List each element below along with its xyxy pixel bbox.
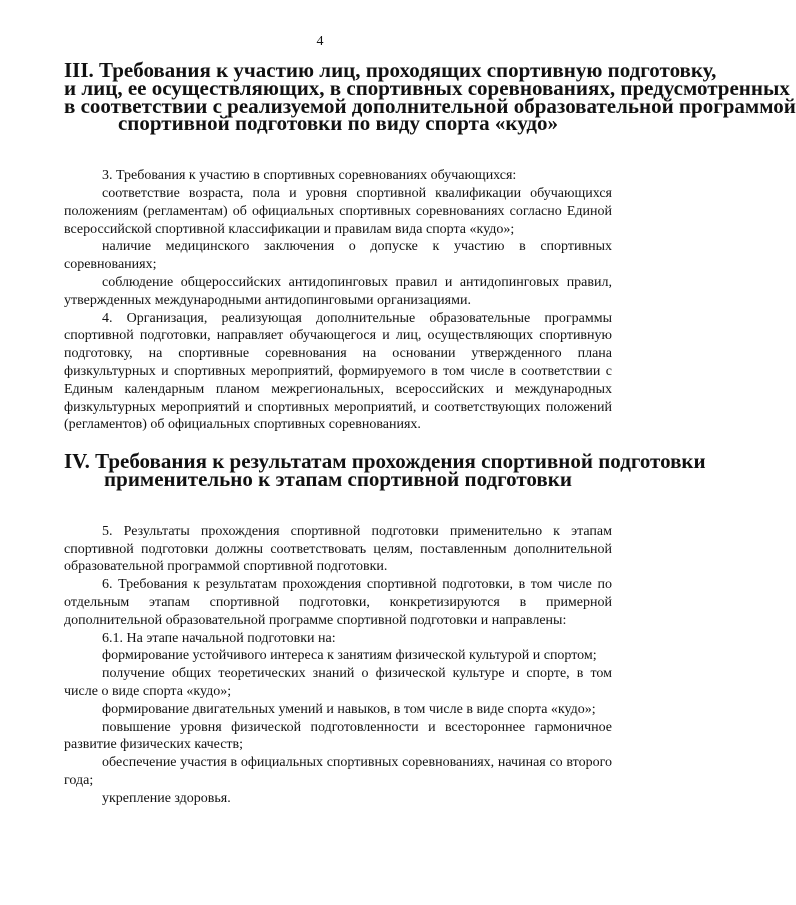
paragraph-6-1: 6.1. На этапе начальной подготовки на: (102, 630, 336, 646)
list-item-anti-doping: соблюдение общероссийских антидопинговых правил и антидопинговых правил, утвержденных международными антидопинговыми организациями. (64, 274, 612, 308)
section-4-heading-line: применительно к этапам спортивной подготовки (104, 466, 572, 491)
document-body (64, 58, 796, 807)
page-number: 4 (316, 34, 324, 49)
section-3-heading-line: в соответствии с реализуемой дополнительной образовательной программой (64, 93, 796, 118)
section-3-heading-line: III. Требования к участию лиц, проходящих спортивную подготовку, (64, 58, 717, 82)
section-3-heading-line: спортивной подготовки по виду спорта «кудо» (117, 111, 559, 136)
list-item-competition-participation: обеспечение участия в официальных спортивных соревнованиях, начиная со второго года; (64, 755, 612, 788)
list-item-motor-skills: формирование двигательных умений и навыков, в том числе в виде спорта «кудо»; (102, 701, 596, 717)
paragraph-6: 6. Требования к результатам прохождения спортивной подготовки, в том числе по отдельным этапам спортивной подготовки, конкретизируются в примерной дополнительной образовательной программе спортивной подготовки и направлены: (64, 577, 612, 628)
section-3-heading-line: и лиц, ее осуществляющих, в спортивных соревнованиях, предусмотренных (64, 75, 790, 100)
list-item-interest-formation: формирование устойчивого интереса к занятиям физической культурой и спортом; (102, 648, 597, 664)
section-4-body (64, 523, 612, 808)
paragraph-4: 4. Организация, реализующая дополнительные образовательные программы спортивной подготовки, направляет обучающегося и лиц, осуществляющих спортивную подготовку, на спортивные соревнования на основании утвержденного плана физкультурных и спортивных мероприятий, формируемого в том числе в соответствии с Единым календарным планом межрегиональных, всероссийских и международных физкультурных мероприятий и спортивных мероприятий, и соответствующих положений (регламентов) об официальных спортивных соревнованиях. (64, 310, 612, 433)
paragraph-5: 5. Результаты прохождения спортивной подготовки применительно к этапам спортивной подготовки должны соответствовать целям, поставленным дополнительной образовательной программой спортивной подготовки. (64, 523, 612, 575)
list-item-medical-certificate: наличие медицинского заключения о допуске к участию в спортивных соревнованиях; (64, 239, 612, 273)
section-3-body (64, 167, 612, 434)
list-item-theoretical-knowledge: получение общих теоретических знаний о физической культуре и спорте, в том числе о виде спорта «кудо»; (64, 666, 612, 699)
list-item-physical-fitness: повышение уровня физической подготовленности и всестороннее гармоничное развитие физических качеств; (64, 719, 612, 753)
section-3-heading (64, 58, 796, 136)
section-4-heading (64, 449, 706, 491)
list-item-age-sex-qualification: соответствие возраста, пола и уровня спортивной квалификации обучающихся положениям (регламентам) об официальных спортивных соревнованиях согласно Единой всероссийской спортивной классификации и правилам вида спорта «кудо»; (64, 185, 612, 237)
list-item-health-strengthening: укрепление здоровья. (102, 790, 231, 806)
paragraph-3-intro: 3. Требования к участию в спортивных соревнованиях обучающихся: (102, 168, 517, 184)
section-4-heading-line: IV. Требования к результатам прохождения спортивной подготовки (64, 449, 706, 474)
